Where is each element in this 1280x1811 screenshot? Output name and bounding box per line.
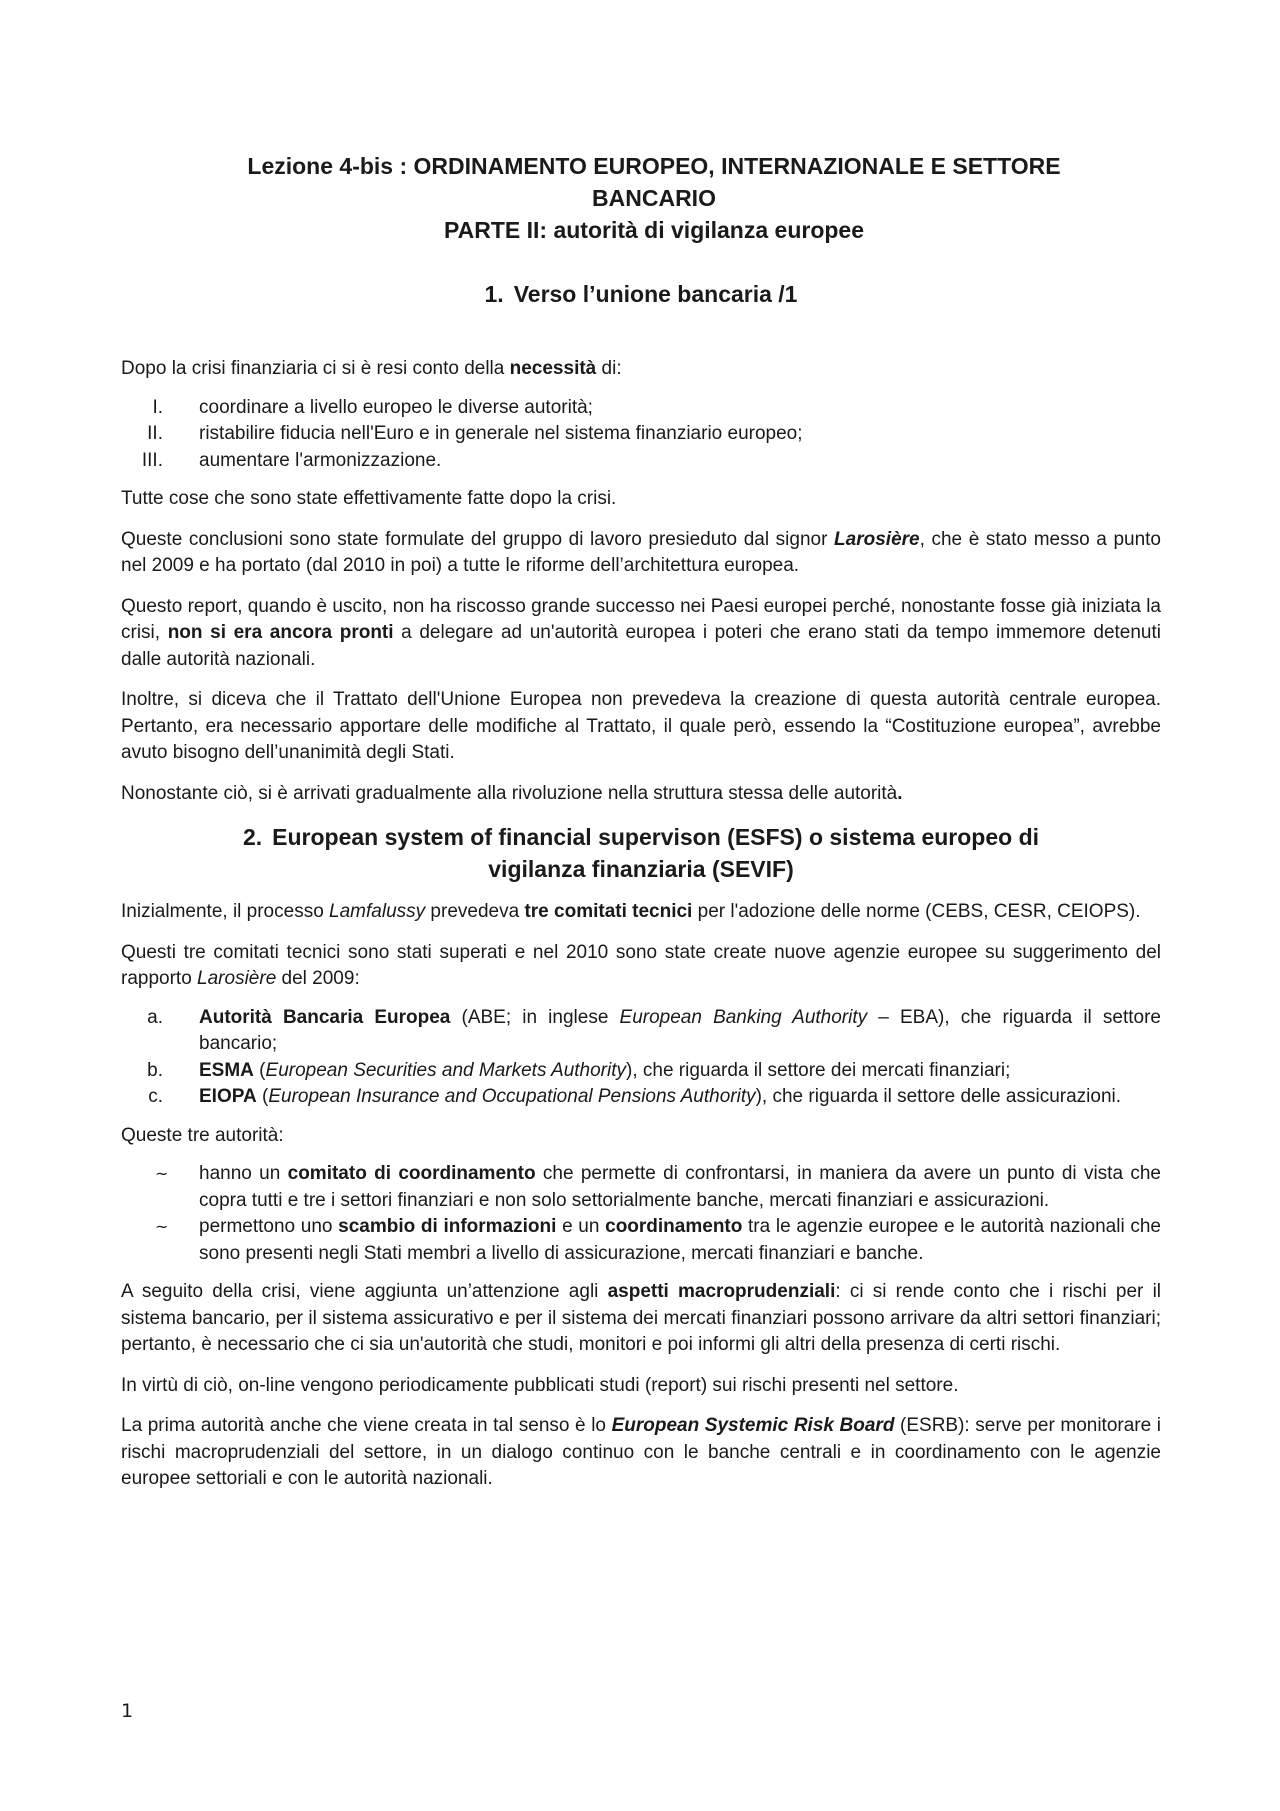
list-item-text: tra le agenzie europee e le autorità nazionali che sono presenti negli Stati membri a livello di assicurazione, mercati finanziari e banche. (199, 1216, 1161, 1264)
list-item-text: (ABE; in inglese (450, 1006, 620, 1028)
section-1-intro (121, 356, 1161, 383)
section-2-paragraph-5: In virtù di ciò, on-line vengono periodicamente pubblicati studi (report) sui rischi presenti nel settore. (121, 1374, 959, 1396)
agency-name: Autorità Bancaria Europea (199, 1006, 451, 1028)
section-1-title: Verso l’unione bancaria /1 (513, 281, 798, 307)
paragraph-text: Nonostante ciò, si è arrivati gradualmente alla rivoluzione nella struttura stessa delle autorità (121, 782, 898, 804)
list-item-text: ristabilire fiducia nell'Euro e in generale nel sistema finanziario europeo; (199, 423, 803, 444)
paragraph-text: per l'adozione delle norme (CEBS, CESR, CEIOPS). (692, 901, 1141, 922)
paragraph-text: a delegare ad un'autorità europea i poteri che erano stati da tempo immemore detenuti dalle autorità nazionali. (121, 622, 1161, 670)
list-item-text: ( (256, 1086, 269, 1107)
paragraph-bold: aspetti macroprudenziali (607, 1281, 836, 1302)
list-item-text: aumentare l'armonizzazione. (199, 449, 442, 471)
esrb-name: European Systemic Risk Board (611, 1415, 895, 1436)
features-list (121, 1161, 1161, 1267)
paragraph-text: prevedeva (425, 901, 525, 922)
list-item (121, 1058, 1161, 1085)
list-item-text: e un (556, 1216, 606, 1237)
section-1-paragraph-4: Inoltre, si diceva che il Trattato dell'Unione Europea non prevedeva la creazione di questa autorità centrale europea. Pertanto, era necessario apportare delle modifiche al Trattato, il quale però, essendo la “Costituzione europea”, avrebbe avuto bisogno dell’unanimità degli Stati. (121, 689, 1161, 763)
paragraph-text: del 2009: (276, 968, 360, 989)
section-2-paragraph-3: Queste tre autorità: (121, 1124, 284, 1146)
document-title (147, 150, 1161, 246)
section-2-paragraph-2 (121, 940, 1161, 993)
tilde-bullet-icon: ~ (155, 1217, 169, 1236)
section-2-paragraph-4 (121, 1279, 1161, 1359)
tilde-bullet-icon: ~ (155, 1164, 169, 1183)
list-item-text: permettono uno (199, 1216, 339, 1237)
list-marker: I. (152, 396, 163, 418)
section-2-paragraph-1 (121, 899, 1161, 926)
list-marker: II. (147, 423, 163, 444)
list-item-text: coordinare a livello europeo le diverse autorità; (199, 396, 593, 418)
list-item-bold: comitato di coordinamento (287, 1163, 536, 1184)
larosiere-name: Larosière (834, 528, 920, 550)
list-item-text: ( (253, 1059, 266, 1081)
list-item (121, 1161, 1161, 1214)
section-1-number: 1. (484, 281, 504, 307)
paragraph-text: Inizialmente, il processo (121, 901, 330, 922)
paragraph-text: , che è stato messo a punto nel 2009 e ha portato (dal 2010 in poi) a tutte le riforme dell’architettura europea. (121, 528, 1161, 576)
agency-english-name: European Banking Authority (619, 1006, 868, 1028)
list-item-bold: scambio di informazioni (338, 1216, 557, 1237)
list-item-text: – EBA), che riguarda il settore bancario; (199, 1006, 1161, 1054)
page-number: 1 (121, 1700, 134, 1722)
list-item-text: hanno un (199, 1163, 288, 1184)
list-item (121, 1084, 1161, 1111)
paragraph-italic: Lamfalussy (329, 901, 426, 922)
paragraph-text: (ESRB): serve per monitorare i rischi macroprudenziali del settore, in un dialogo continuo con le banche centrali e in coordinamento con le agenzie europee settoriali e con le autorità nazionali. (121, 1415, 1161, 1489)
list-item (121, 395, 1161, 422)
paragraph-text: A seguito della crisi, viene aggiunta un’attenzione agli (121, 1281, 608, 1302)
document-body (121, 150, 1161, 1507)
list-item-bold: coordinamento (605, 1216, 743, 1237)
agency-english-name: European Insurance and Occupational Pensions Authority (268, 1086, 756, 1107)
paragraph-text: Questo report, quando è uscito, non ha riscosso grande successo nei Paesi europei perché, nonostante fosse già iniziata la crisi, (121, 595, 1161, 643)
intro-bold: necessità (509, 358, 597, 379)
list-item (121, 1005, 1161, 1058)
section-2-paragraph-6 (121, 1413, 1161, 1493)
agencies-list (121, 1005, 1161, 1111)
paragraph-bold: tre comitati tecnici (524, 901, 693, 922)
list-item (121, 1214, 1161, 1267)
section-1-paragraph-1: Tutte cose che sono state effettivamente fatte dopo la crisi. (121, 488, 617, 509)
paragraph-text: La prima autorità anche che viene creata in tal senso è lo (121, 1415, 612, 1436)
list-item-text: ), che riguarda il settore dei mercati finanziari; (626, 1059, 1011, 1081)
agency-name: EIOPA (199, 1086, 257, 1107)
list-item (121, 421, 1161, 448)
list-marker: III. (141, 449, 163, 471)
title-line-1: Lezione 4-bis : ORDINAMENTO EUROPEO, INTERNAZIONALE E SETTORE (247, 153, 1061, 179)
intro-text-end: di: (596, 358, 622, 379)
list-marker: c. (148, 1086, 163, 1107)
paragraph-text: Questi tre comitati tecnici sono stati superati e nel 2010 sono state create nuove agenzie europee su suggerimento del rapporto (121, 941, 1161, 989)
section-2-title: European system of financial supervison (ESFS) o sistema europeo di (272, 824, 1040, 850)
list-marker: b. (147, 1059, 163, 1081)
section-2-heading (121, 821, 1161, 885)
intro-text: Dopo la crisi finanziaria ci si è resi conto della (121, 358, 510, 379)
section-2-title-line-2: vigilanza finanziaria (SEVIF) (488, 856, 794, 882)
agency-name: ESMA (199, 1059, 254, 1081)
section-1-paragraph-5 (121, 781, 1161, 808)
section-1-heading (121, 278, 1161, 310)
paragraph-bold: non si era ancora pronti (167, 622, 394, 643)
section-2-title-line-1 (121, 821, 1161, 853)
list-item-text: che permette di confrontarsi, in maniera da avere un punto di vista che copra tutti e tre i settori finanziari e non solo settorialmente banche, mercati finanziari e assicurazioni. (199, 1163, 1161, 1211)
list-item-text: ), che riguarda il settore delle assicurazioni. (755, 1086, 1122, 1107)
title-line-2: BANCARIO (592, 185, 716, 211)
section-2-number: 2. (242, 824, 263, 850)
paragraph-italic: Larosière (197, 968, 277, 989)
title-line-3: PARTE II: autorità di vigilanza europee (443, 217, 865, 243)
section-1-paragraph-3 (121, 594, 1161, 674)
list-marker: a. (147, 1006, 163, 1028)
necessity-list (121, 395, 1161, 475)
list-item (121, 448, 1161, 475)
paragraph-bold-period: . (897, 782, 903, 804)
section-1-paragraph-2 (121, 527, 1161, 580)
paragraph-text: Queste conclusioni sono state formulate del gruppo di lavoro presieduto dal signor (121, 528, 835, 550)
agency-english-name: European Securities and Markets Authority (265, 1059, 626, 1081)
paragraph-text: : ci si rende conto che i rischi per il sistema bancario, per il sistema assicurativo e per il sistema dei mercati finanziari possono arrivare da altri settori finanziari; pertanto, è necessario che ci sia un'autorità che studi, monitori e poi informi gli altri della presenza di certi rischi. (121, 1281, 1162, 1355)
